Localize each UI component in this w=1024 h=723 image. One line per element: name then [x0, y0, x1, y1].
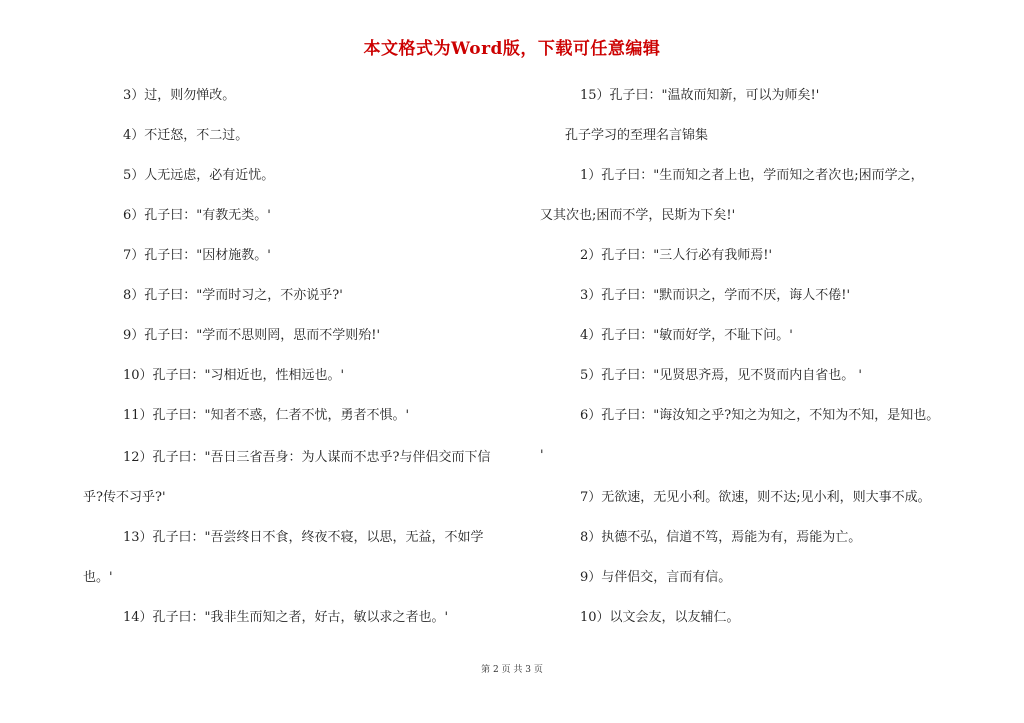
section-heading: 孔子学习的至理名言锦集: [565, 128, 709, 143]
text-line: 7）孔子曰："因材施教。': [123, 248, 271, 263]
text-line: 6）孔子曰："诲汝知之乎?知之为知之，不知为不知，是知也。: [580, 408, 940, 423]
text-line: ': [540, 448, 544, 463]
text-line: 也。': [83, 570, 113, 585]
text-line: 10）以文会友，以友辅仁。: [580, 610, 740, 625]
text-line: 6）孔子曰："有教无类。': [123, 208, 271, 223]
text-line: 8）孔子曰："学而时习之，不亦说乎?': [123, 288, 343, 303]
text-line: 2）孔子曰："三人行必有我师焉!': [580, 248, 773, 263]
document-banner: 本文格式为Word版，下载可任意编辑: [363, 39, 661, 59]
text-line: 11）孔子曰："知者不惑，仁者不忧，勇者不惧。': [123, 408, 410, 423]
text-line: 5）孔子曰："见贤思齐焉，见不贤而内自省也。 ': [580, 368, 862, 383]
text-line: 1）孔子曰："生而知之者上也，学而知之者次也;困而学之，: [580, 168, 924, 183]
text-line: 3）孔子曰："默而识之，学而不厌，诲人不倦!': [580, 288, 851, 303]
text-line: 7）无欲速，无见小利。欲速，则不达;见小利，则大事不成。: [580, 490, 931, 505]
text-line: 8）执德不弘，信道不笃，焉能为有，焉能为亡。: [580, 530, 862, 545]
text-line: 13）孔子曰："吾尝终日不食，终夜不寝，以思，无益，不如学: [123, 530, 484, 545]
text-line: 乎?传不习乎?': [83, 490, 166, 505]
page-footer: 第 2 页 共 3 页: [481, 665, 543, 675]
text-line: 5）人无远虑，必有近忧。: [123, 168, 275, 183]
text-line: 4）不迁怒，不二过。: [123, 128, 249, 143]
text-line: 10）孔子曰："习相近也，性相远也。': [123, 368, 345, 383]
text-line: 12）孔子曰："吾日三省吾身：为人谋而不忠乎?与伴侣交而下信: [123, 450, 491, 465]
text-line: 3）过，则勿惮改。: [123, 88, 236, 103]
text-line: 15）孔子曰："温故而知新，可以为师矣!': [580, 88, 820, 103]
text-line: 14）孔子曰："我非生而知之者，好古，敏以求之者也。': [123, 610, 449, 625]
text-line: 4）孔子曰："敏而好学，不耻下问。': [580, 328, 793, 343]
text-line: 又其次也;困而不学，民斯为下矣!': [540, 208, 736, 223]
text-line: 9）孔子曰："学而不思则罔，思而不学则殆!': [123, 328, 381, 343]
text-line: 9）与伴侣交，言而有信。: [580, 570, 732, 585]
